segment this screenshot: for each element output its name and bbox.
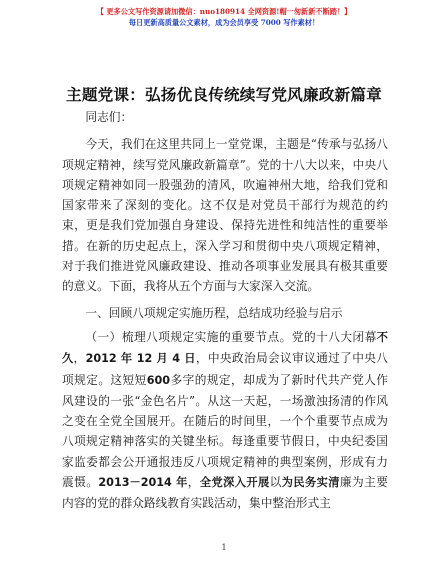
page-number: 1 — [221, 543, 227, 552]
text-run: 廉为主要内容的党的群众路线教育实践活动，集中整治形式主 — [62, 475, 388, 511]
promo-banner-line2: 每日更新高质量公文素材，成为会员享受 7000 写作素材！ — [128, 18, 320, 27]
subsection-lead: （一）梳理八项规定实施的重要节点。 — [85, 329, 292, 344]
year-range-text: 2013－2014 年 — [98, 476, 188, 490]
text-run: 多字的规定，却成为了新时代共产党人作风建设的一张“金色名片”。从这一天起，一场激浊扬清的作风之变在全党全国展开。在随后的时间里，一个个重要节点成为八项规定精神落实的关键坐标。每逢重要节假日，中央纪委国家监委都会公开通报违反八项规定精神的典型案例，形成有力震慑。 — [62, 372, 388, 490]
text-run-bold: 为民务实清 — [281, 476, 340, 490]
text-run: 党的十八大闭幕 — [291, 329, 377, 344]
greeting: 同志们： — [85, 110, 133, 124]
section-heading-1: 一、回顾八项规定实施历程，总结成功经验与启示 — [85, 305, 343, 320]
text-run: ， — [187, 475, 200, 490]
text-run-bold: 不久 — [62, 330, 388, 366]
number-text: 600 — [146, 373, 171, 387]
document-body — [62, 107, 388, 514]
document-title: 主题党课：弘扬优良传统续写党风廉政新篇章 — [66, 86, 382, 104]
intro-paragraph: 今天，我们在这里共同上一堂党课，主题是“传承与弘扬八项规定精神，续写党风廉政新篇章”。党的十八大以来，中央八项规定精神如同一股强劲的清风，吹遍神州大地，给我们党和国家带来了深刻的变化。这不仅是对党员干部行为规范的约束，更是我们党加强自身建设、保持先进性和纯洁性的重要举措。在新的历史起点上，深入学习和贯彻中央八项规定精神，对于我们推进党风廉政建设、推动各项事业发展具有极其重要的意义。下面，我将从五个方面与大家深入交流。 — [62, 137, 388, 294]
date-text: 2012 年 12 月 4 日 — [85, 352, 196, 366]
text-run: 以 — [269, 475, 282, 490]
promo-banner-line1: 【 更多公文写作资源请加微信：nuo180914 全网资源!帽一匆新新不断踏！】 — [96, 7, 352, 16]
subsection-paragraph-1 — [62, 327, 388, 514]
text-run: ，中央政治局会议审议通过了中央八项规定。这短短 — [62, 351, 388, 387]
text-run-bold: 全党深入开展 — [199, 476, 270, 490]
text-run: ， — [73, 351, 86, 366]
promo-banner — [0, 6, 448, 28]
